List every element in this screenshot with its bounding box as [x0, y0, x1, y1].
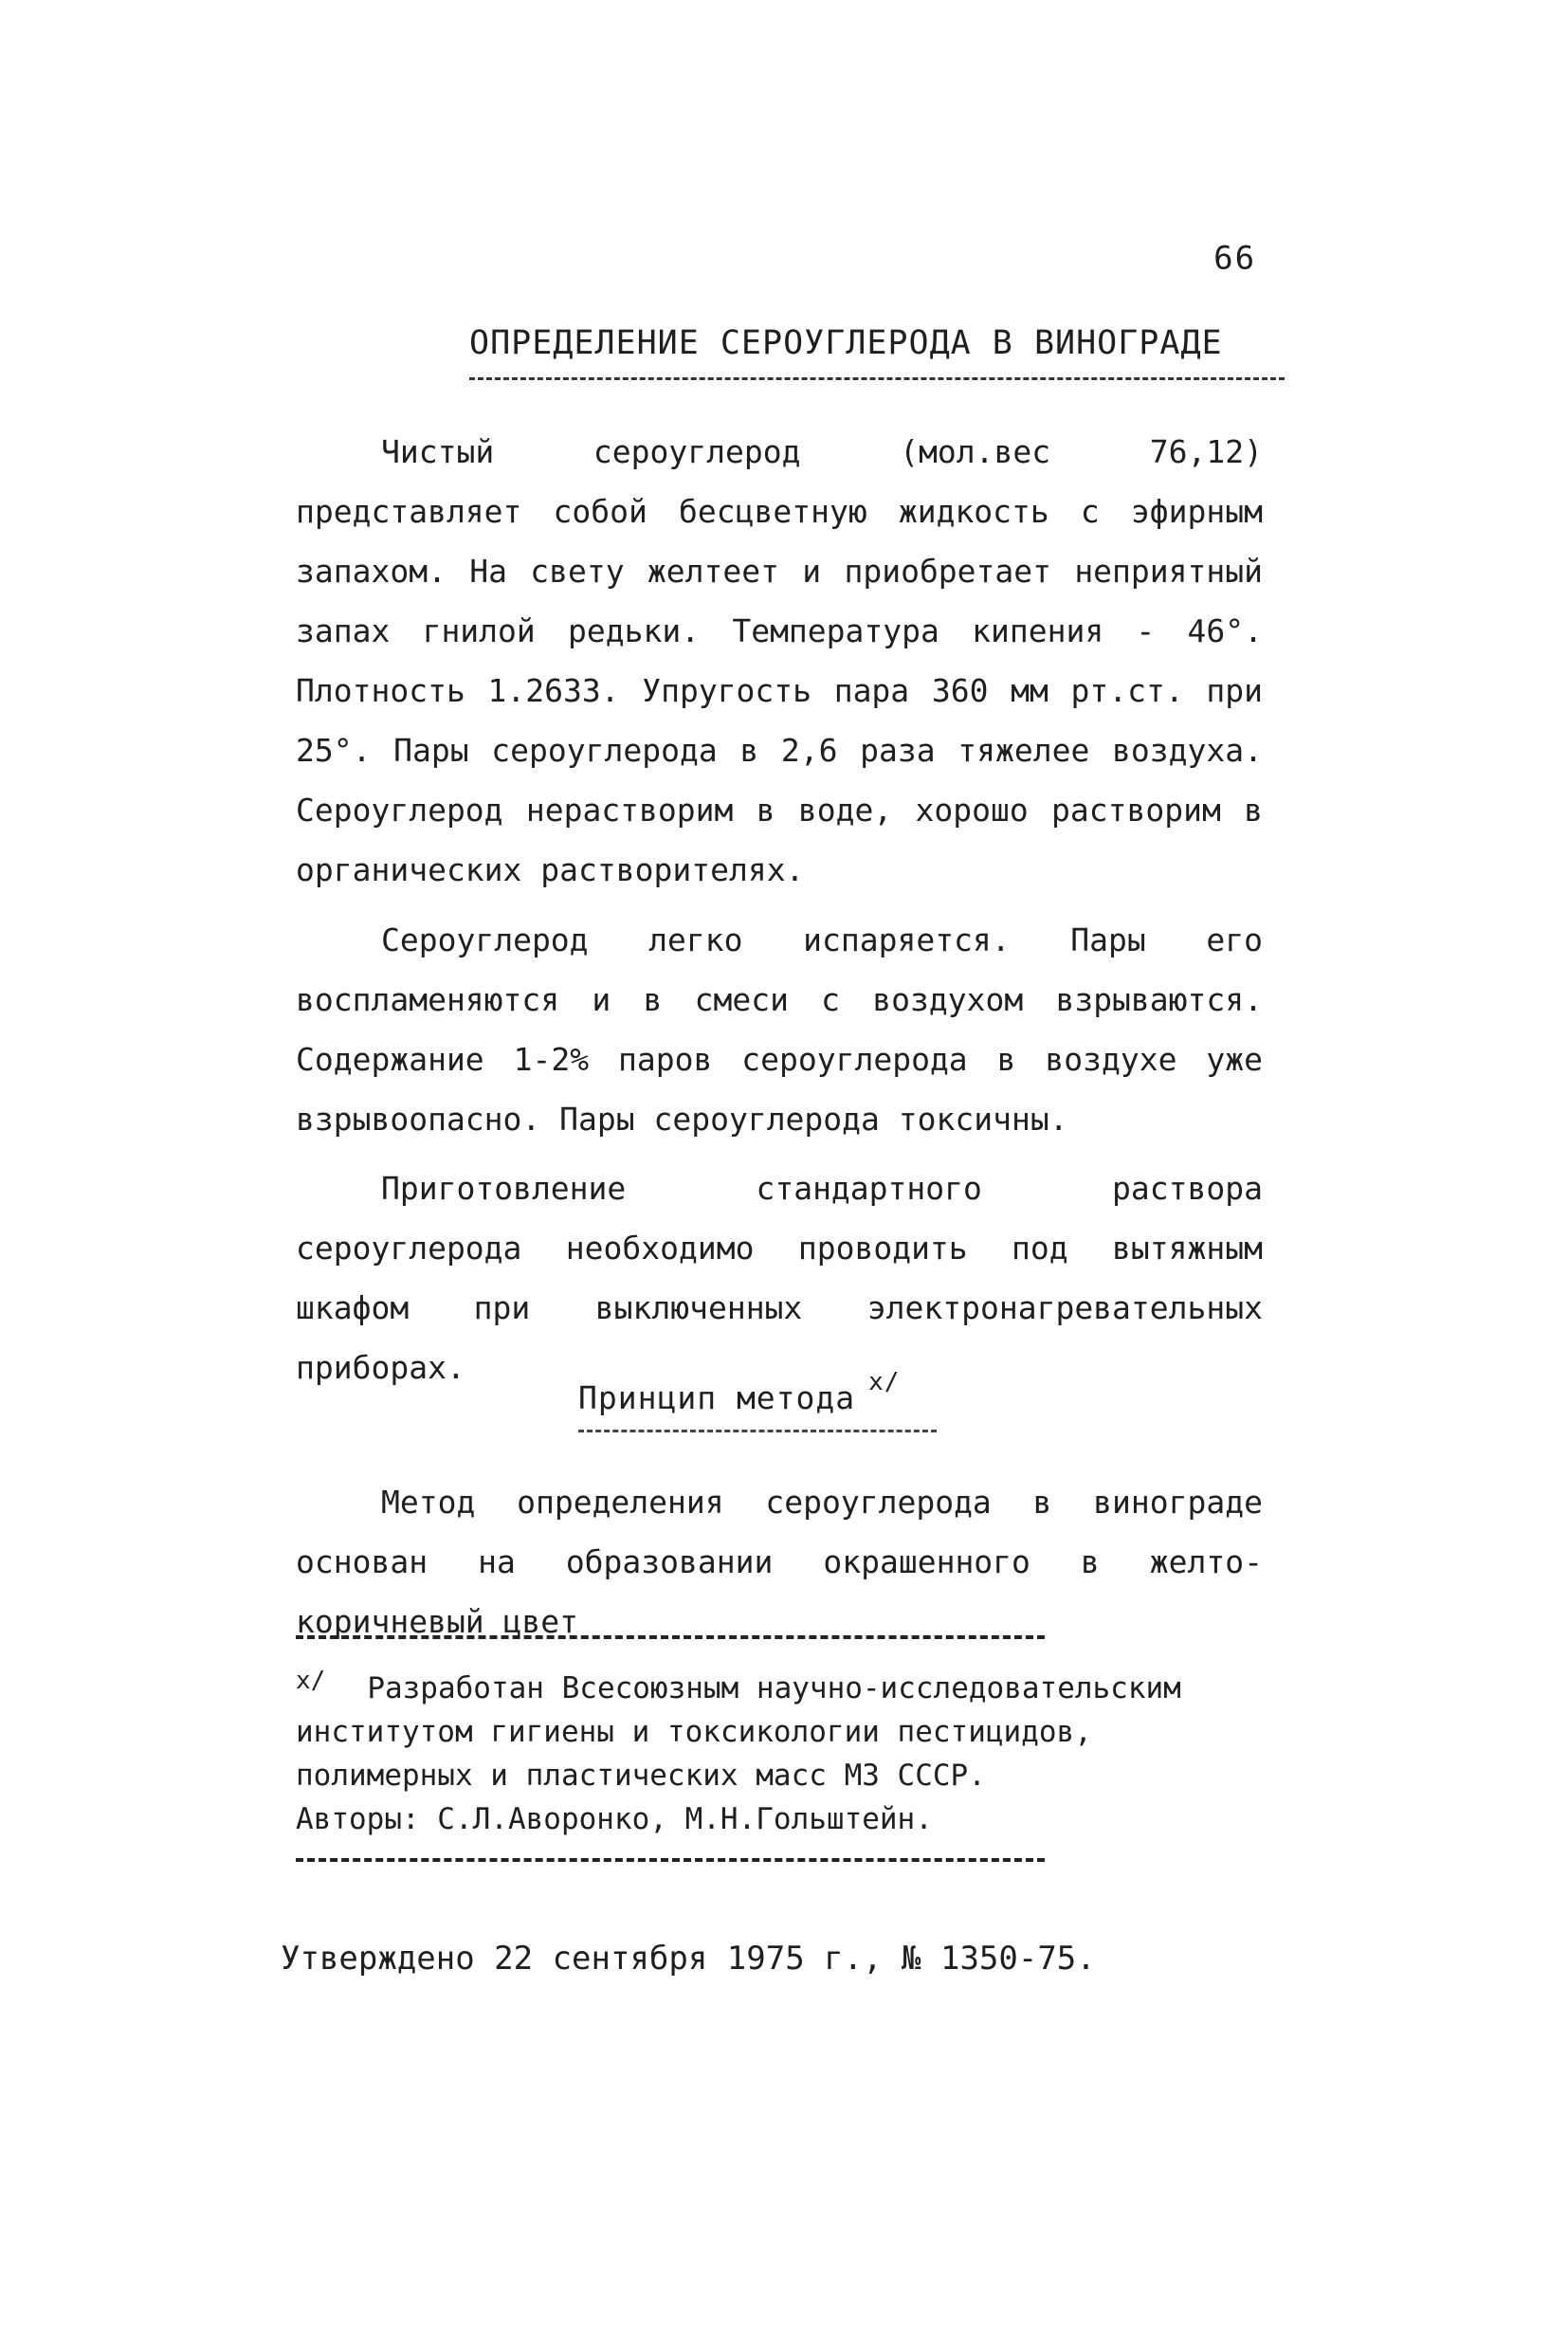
footnote-separator-top [296, 1635, 1045, 1639]
section-heading-text [578, 1368, 901, 1416]
paragraph-properties: Чистый сероуглерод (мол.вес 76,12) представляет собой бесцветную жидкость с эфирным запахом. На свету желтеет и приобретает неприятный запах гнилой редьки. Температура кипения - 46°. Плотность 1.2633. Упругость пара 360 мм рт.ст. при 25°. Пары сероуглерода в 2,6 раза тяжелее воздуха. Сероуглерод нерастворим в воде, хорошо растворим в органических растворителях. [296, 433, 1263, 888]
footnote [296, 1659, 1263, 1841]
paragraph-method: Метод определения сероуглерода в винограде основан на образовании окрашенного в желто-коричневый цвет [296, 1484, 1263, 1640]
footnote-reference: x/ [868, 1368, 901, 1396]
footnote-text: Разработан Всесоюзным научно-исследовательским институтом гигиены и токсикологии пестицидов, полимерных и пластических масс МЗ СССР. [296, 1671, 1181, 1793]
section-heading-label: Принцип метода [578, 1379, 856, 1416]
page-number: 99 [1212, 237, 1254, 275]
section-heading-underline [578, 1430, 937, 1432]
approval-line: Утверждено 22 сентября 1975 г., № 1350-75. [281, 1940, 1096, 1978]
document-title: ОПРЕДЕЛЕНИЕ СЕРОУГЛЕРОДА В ВИНОГРАДЕ [469, 324, 1223, 362]
footnote-mark: x/ [296, 1667, 326, 1695]
section-heading [578, 1368, 900, 1416]
paragraph-preparation: Приготовление стандартного раствора сероуглерода необходимо проводить под вытяжным шкафом при выключенных электронагревательных приборах. [296, 1170, 1263, 1386]
paragraph-hazards: Сероуглерод легко испаряется. Пары его воспламеняются и в смеси с воздухом взрываются. Содержание 1-2% паров сероуглерода в воздухе уже взрывоопасно. Пары сероуглерода токсичны. [296, 921, 1263, 1138]
title-underline [469, 377, 1285, 380]
footnote-authors: Авторы: С.Л.Аворонко, М.Н.Гольштейн. [296, 1802, 933, 1836]
footnote-separator-bottom [296, 1858, 1045, 1862]
